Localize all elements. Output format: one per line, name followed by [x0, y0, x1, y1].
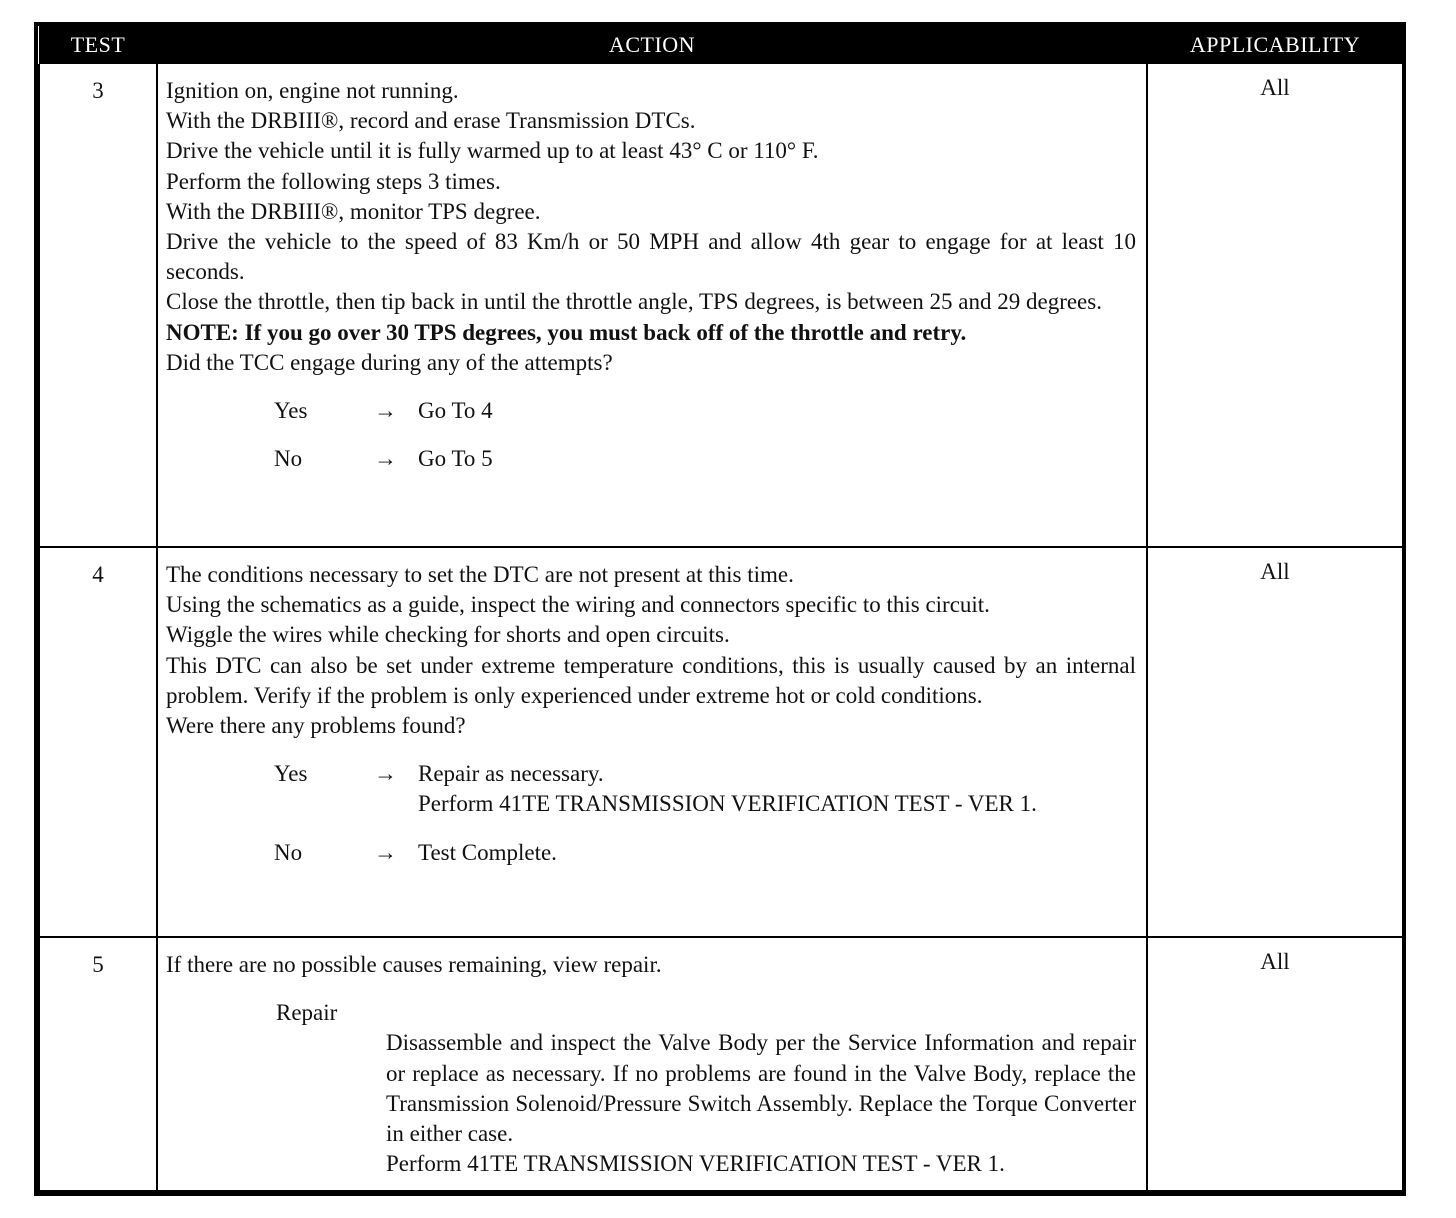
table-row-test-3 [39, 64, 1403, 547]
branch-target: Go To 5 [418, 446, 493, 472]
applicability-value: All [1147, 547, 1403, 937]
arrow-right-icon: → [374, 446, 397, 472]
action-step: Wiggle the wires while checking for shorts and open circuits. [166, 622, 730, 648]
branch-list [166, 759, 1136, 868]
branch-no [166, 444, 1136, 474]
applicability-value: All [1147, 64, 1403, 547]
action-cell [157, 937, 1147, 1191]
header-applicability: APPLICABILITY [1147, 26, 1403, 64]
action-step: The conditions necessary to set the DTC are not present at this time. [166, 562, 794, 587]
action-step: Drive the vehicle until it is fully warmed up to at least 43° C or 110° F. [166, 138, 819, 164]
branch-target: Perform 41TE TRANSMISSION VERIFICATION TEST - VER 1. [418, 791, 1037, 817]
branch-target: Test Complete. [418, 839, 557, 865]
arrow-right-icon: → [374, 761, 397, 787]
repair-instructions [386, 1028, 1136, 1179]
repair-description: Disassemble and inspect the Valve Body per the Service Information and repair or replace as necessary. If no problems are found in the Valve Body, replace the Transmission Solenoid/Pressure Switch Assembly. Replace the Torque Converter in either case. [386, 1030, 1136, 1147]
table-row-test-5 [39, 937, 1403, 1191]
branch-label: Yes [274, 761, 308, 787]
header-row [39, 26, 1403, 64]
action-question: Did the TCC engage during any of the attempts? [166, 349, 613, 375]
arrow-right-icon: → [374, 398, 397, 424]
test-number: 5 [39, 937, 157, 1191]
action-cell [157, 547, 1147, 937]
action-note: NOTE: If you go over 30 TPS degrees, you must back off of the throttle and retry. [166, 319, 967, 345]
branch-target: Repair as necessary. [418, 761, 604, 787]
action-cell [157, 64, 1147, 547]
action-step: With the DRBIII®, monitor TPS degree. [166, 198, 541, 224]
branch-no [166, 838, 1136, 868]
branch-label: No [274, 839, 303, 865]
action-step: Drive the vehicle to the speed of 83 Km/h or 50 MPH and allow 4th gear to engage for at least 10 seconds. [166, 229, 1136, 285]
header-test: TEST [39, 26, 157, 64]
branch-target: Go To 4 [418, 398, 493, 424]
branch-list [166, 396, 1136, 474]
branch-yes [166, 759, 1136, 819]
table-row-test-4 [39, 547, 1403, 937]
test-number: 3 [39, 64, 157, 547]
branch-label: No [274, 446, 303, 472]
branch-yes [166, 396, 1136, 426]
diagnostic-test-table [34, 22, 1406, 1196]
arrow-right-icon: → [374, 839, 397, 865]
action-step: This DTC can also be set under extreme temperature conditions, this is usually caused by an internal problem. Verify if the problem is only experienced under extreme hot or cold conditions. [166, 652, 1136, 708]
action-question: Were there any problems found? [166, 713, 466, 739]
applicability-value: All [1147, 937, 1403, 1191]
action-step: If there are no possible causes remaining, view repair. [166, 952, 662, 977]
action-step: Ignition on, engine not running. [166, 78, 459, 103]
test-table [38, 26, 1404, 1192]
test-number: 4 [39, 547, 157, 937]
header-action: ACTION [157, 26, 1147, 64]
action-step: With the DRBIII®, record and erase Transmission DTCs. [166, 108, 696, 134]
action-step: Using the schematics as a guide, inspect the wiring and connectors specific to this circuit. [166, 592, 990, 618]
action-step: Perform the following steps 3 times. [166, 168, 501, 194]
repair-verification-step: Perform 41TE TRANSMISSION VERIFICATION TEST - VER 1. [386, 1151, 1005, 1177]
repair-label: Repair [276, 1000, 338, 1026]
action-step: Close the throttle, then tip back in until the throttle angle, TPS degrees, is between 25 and 29 degrees. [166, 289, 1102, 315]
branch-label: Yes [274, 398, 308, 424]
